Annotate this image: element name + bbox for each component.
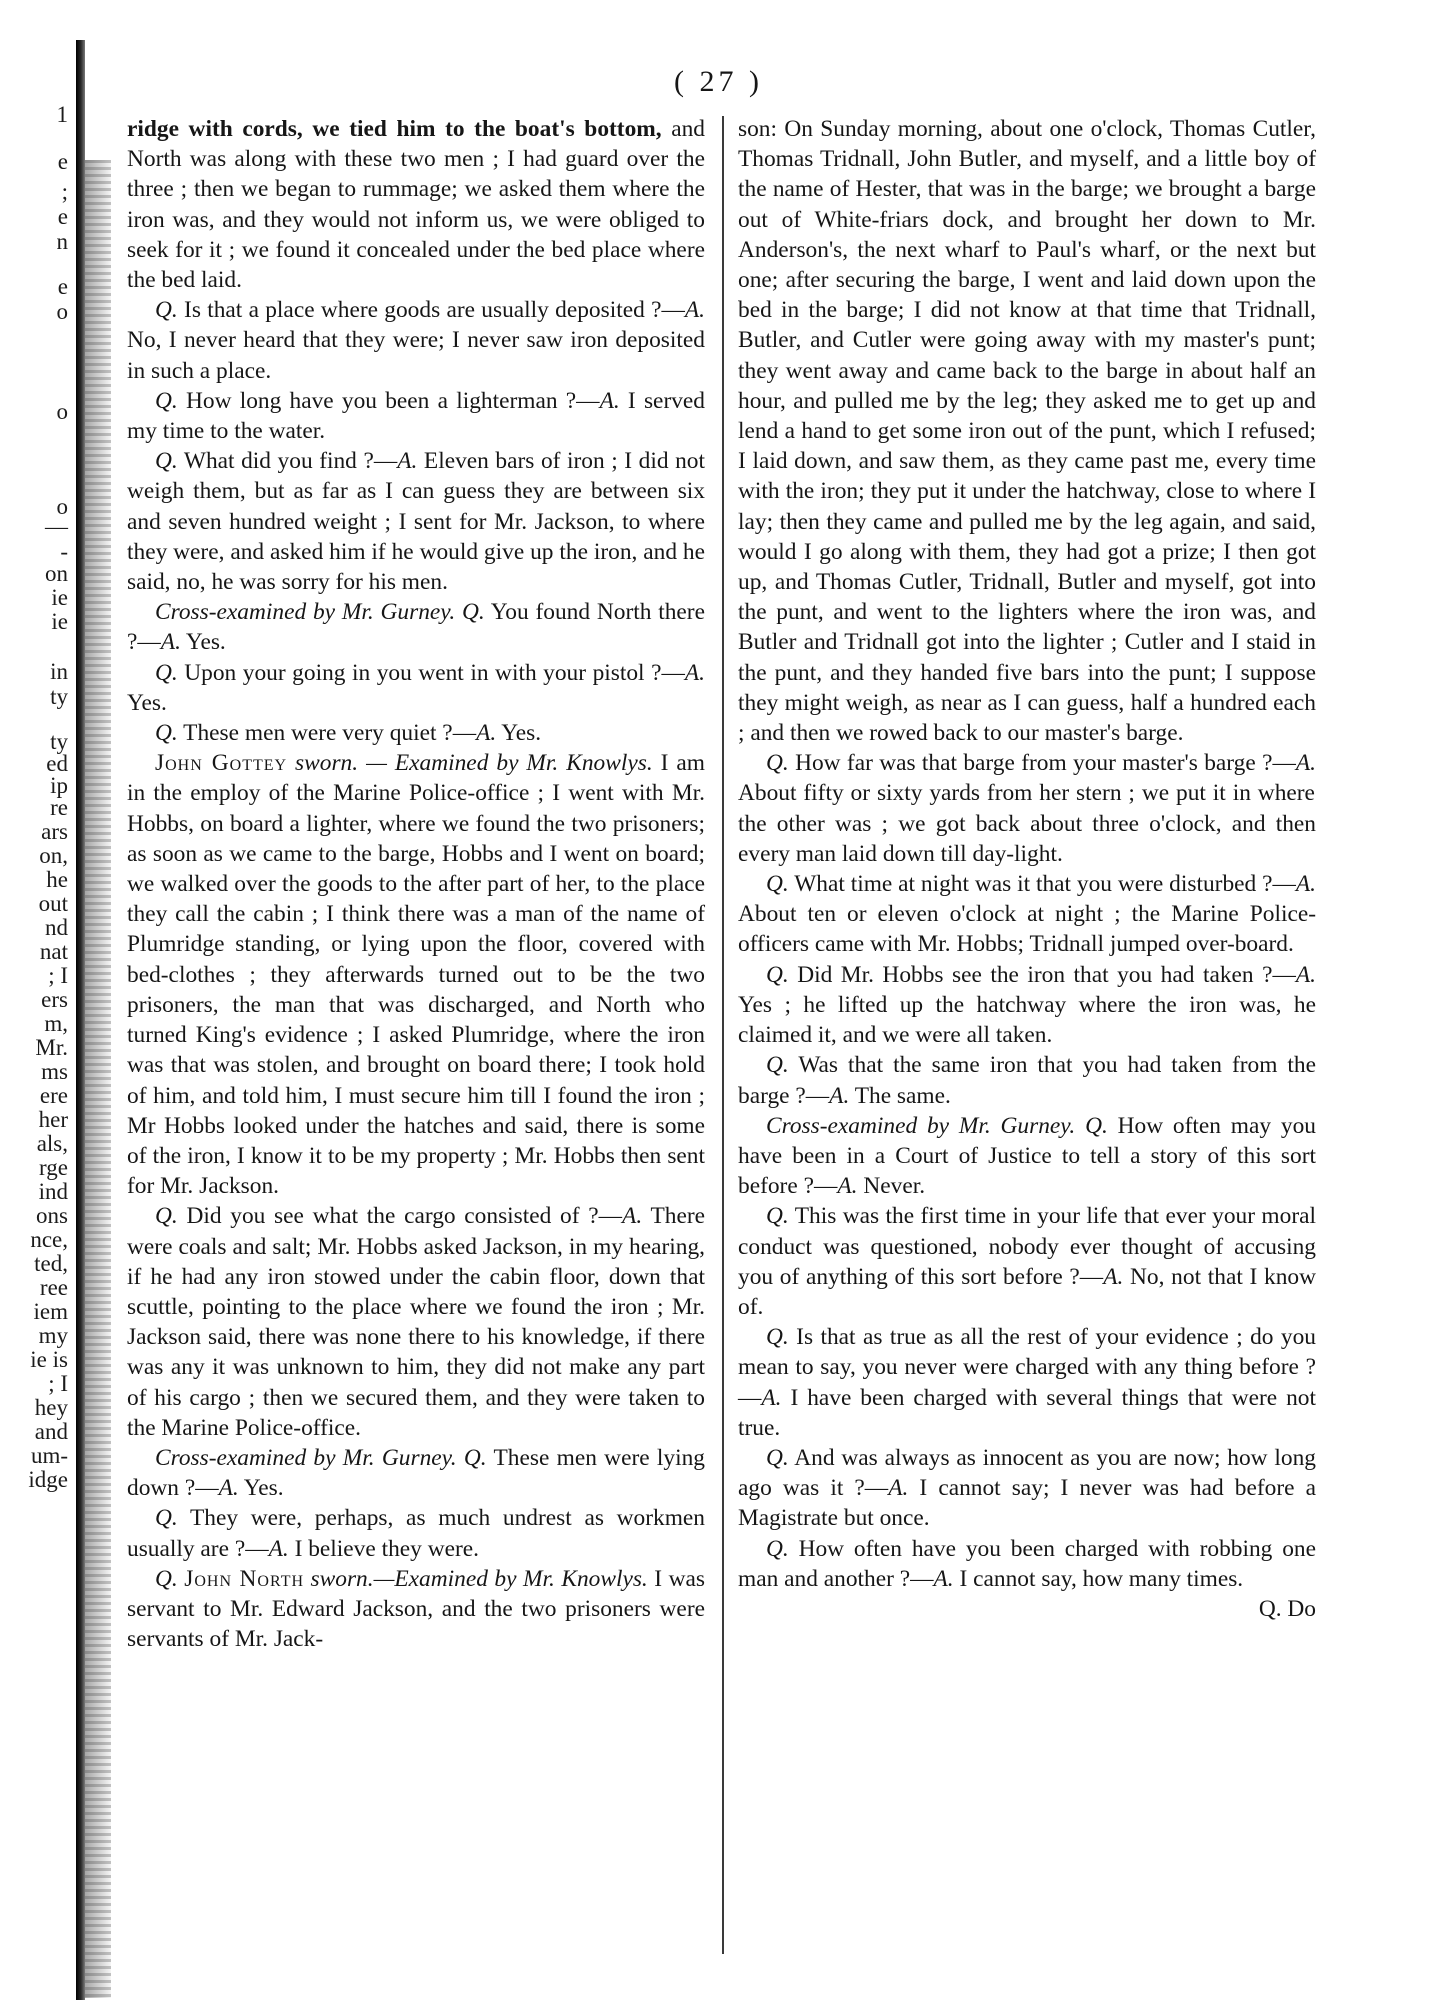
text-run: Yes. <box>238 1475 284 1502</box>
paragraph <box>738 114 1316 748</box>
text-run: son: On Sunday morning, about one o'clock, Thomas Cutler, Thomas Tridnall, John Butler, and myself, and a little boy of the name of Hester, that was in the barge; we brought a barge out of White-friars dock, and brought her down to Mr. Anderson's, the next wharf to Paul's wharf, or the next but one; after securing the barge, I went and laid down upon the bed in the barge; I did not know at that time that Tridnall, Butler, and Cutler were going away with my master's punt; they went away and came back to the barge in about half an hour, and pulled me by the leg; they asked me to get up and lend a hand to get some iron out of the punt, which I refused; I laid down, and saw them, as they came past me, every time with the iron; they put it under the hatchway, close to where I lay; then they came and pulled me by the leg again, and said, would I go along with them, they had got a prize; I then got up, and Thomas Cutler, Tridnall, Butler and myself, got into the punt, and went to the lighters where the iron was, and Butler and Tridnall got into the lighter ; Cutler and I staid in the punt, and they handed five bars into the punt; I suppose they might weigh, as near as I can guess, half a hundred each ; and then we rowed back to our master's barge. <box>738 116 1316 747</box>
margin-fragment: — <box>45 514 68 539</box>
q-a-marker: Q. <box>766 1324 789 1351</box>
q-a-marker: Q. <box>766 1535 789 1562</box>
text-run: Yes. <box>180 629 226 656</box>
margin-fragment: hey <box>34 1395 68 1420</box>
text-run: I have been charged with several things that were not true. <box>738 1384 1316 1441</box>
q-a-marker: A. <box>218 1475 239 1502</box>
book-binding <box>0 0 100 1998</box>
examination-heading: Cross-examined by Mr. Gurney. <box>766 1112 1076 1139</box>
margin-fragment: ere <box>39 1083 68 1108</box>
page-number: ( 27 ) <box>674 65 763 98</box>
q-a-marker: Q. <box>766 871 789 898</box>
margin-fragment: nat <box>39 939 68 964</box>
text-run: How far was that barge from your master's barge ?— <box>788 750 1296 777</box>
q-a-marker: Q. <box>1085 1112 1108 1139</box>
text-run <box>457 1445 464 1471</box>
q-a-marker: Q. <box>766 961 789 988</box>
margin-fragment: m, <box>44 1011 68 1036</box>
margin-fragment: re <box>50 795 68 820</box>
margin-fragment: o <box>56 494 68 519</box>
text-run: I am in the employ of the Marine Police-office ; I went with Mr. Hobbs, on board a lighter, where we found the two prisoners; as soon as we came to the barge, Hobbs and I went on board; we walked over the goods to the after part of her, to the place they call the cabin ; I think there was a man of the name of Plumridge standing, or lying upon the floor, covered with bed-clothes ; they afterwards turned out to be the two prisoners, the man that was discharged, and North who turned King's evidence ; I asked Plumridge, where the iron was that was stolen, and brought on board there; I took hold of him, and told him, I must secure him till I found the iron ; Mr Hobbs looked under the hatches and said, there is some of the iron, I know it to be my property ; Mr. Hobbs then sent for Mr. Jackson. <box>127 750 705 1200</box>
margin-fragment: nd <box>45 915 68 940</box>
spine-shadow <box>76 40 85 2000</box>
text-run: Eleven bars of iron ; I did not weigh them, but as far as I can guess they are between six and seven hundred weight ; I sent for Mr. Jackson, to where they were, and asked him if he would give up the iron, and he said, no, he was sorry for his men. <box>127 448 705 596</box>
q-a-marker: Q. <box>155 720 178 747</box>
margin-fragment: on <box>45 561 68 586</box>
text-run: No, I never heard that they were; I never saw iron deposited in such a place. <box>127 327 705 384</box>
margin-fragment: ty <box>50 729 68 754</box>
text-run: How long have you been a lighterman ?— <box>177 387 600 414</box>
margin-fragment: my <box>38 1323 68 1348</box>
q-a-marker: A. <box>599 387 620 414</box>
text-run: You found North there ?— <box>127 599 705 656</box>
margin-fragment: out <box>38 891 68 916</box>
q-a-marker: A. <box>933 1565 954 1592</box>
q-a-marker: Q. <box>155 448 178 475</box>
paragraph <box>738 869 1316 960</box>
text-run: There were coals and salt; Mr. Hobbs asked Jackson, in my hearing, if he had any iron stowed under the cabin floor, down that scuttle, pointing to the place where we found the iron ; Mr. Jackson said, there was none there to his knowledge, if there was any it was unknown to him, they did not make any part of his cargo ; then we secured them, and they were taken to the Marine Police-office. <box>127 1203 705 1441</box>
margin-fragment: e <box>57 149 68 174</box>
margin-fragment: iem <box>33 1299 68 1324</box>
q-a-marker: A. <box>837 1173 858 1200</box>
text-run: Did you see what the cargo consisted of ?— <box>177 1203 623 1230</box>
paragraph <box>127 597 705 657</box>
margin-fragment: ; I <box>48 963 68 988</box>
text-run: About ten or eleven o'clock at night ; the Marine Police-officers came with Mr. Hobbs; Tridnall jumped over-board. <box>738 901 1316 958</box>
margin-fragment: ms <box>41 1059 68 1084</box>
paragraph <box>127 718 705 748</box>
paragraph <box>127 1564 705 1655</box>
margin-fragment: Mr. <box>35 1035 68 1060</box>
margin-fragment: ind <box>38 1179 68 1204</box>
text-run: What did you find ?— <box>177 448 398 475</box>
text-run: And was always as innocent as you are now; how long ago was it ?— <box>738 1444 1316 1502</box>
text-run: ridge with cords, we tied him to the boat's bottom, <box>127 116 662 142</box>
margin-fragment: ip <box>50 773 68 798</box>
margin-fragment: als, <box>36 1131 68 1156</box>
q-a-marker: A. <box>476 720 497 747</box>
margin-fragment: ers <box>41 987 68 1012</box>
text-run: Yes ; he lifted up the hatchway where the iron was, he claimed it, and we were all taken. <box>738 991 1316 1049</box>
margin-fragment: her <box>38 1107 68 1132</box>
margin-fragment: he <box>46 867 68 892</box>
margin-fragment: idge <box>28 1467 68 1492</box>
q-a-marker: A. <box>888 1475 909 1502</box>
margin-fragment: ie <box>51 609 68 634</box>
q-a-marker: Q. <box>155 297 178 324</box>
text-run <box>1075 1113 1085 1139</box>
q-a-marker: A. <box>397 448 418 475</box>
q-a-marker: A. <box>622 1203 643 1230</box>
q-a-marker: Q. <box>766 750 789 777</box>
examination-heading: Cross-examined by Mr. Gurney. <box>155 599 456 626</box>
q-a-marker: A. <box>268 1535 289 1562</box>
witness-name: John North <box>184 1565 305 1592</box>
paragraph <box>738 748 1316 869</box>
margin-fragment: ; <box>61 179 68 204</box>
q-a-marker: A. <box>160 629 181 656</box>
text-run: I believe they were. <box>288 1535 480 1562</box>
text-run <box>455 599 462 625</box>
examination-heading: sworn.—Examined by Mr. Knowlys. <box>304 1565 648 1592</box>
text-run: Never. <box>857 1173 926 1200</box>
margin-fragment: ons <box>36 1203 68 1228</box>
text-run: These men were very quiet ?— <box>177 720 477 747</box>
margin-fragment: 1 <box>56 102 68 127</box>
text-run: Yes. <box>496 720 542 747</box>
paragraph <box>127 114 705 295</box>
text-run: How often have you been charged with robbing one man and another ?— <box>738 1535 1316 1592</box>
margin-fragment: ed <box>46 751 68 776</box>
margin-fragment: ty <box>50 684 68 709</box>
text-run: Yes. <box>127 689 167 716</box>
paragraph <box>127 1201 705 1443</box>
q-a-marker: Q. <box>463 1444 487 1471</box>
witness-name: John Gottey <box>155 750 288 777</box>
margin-fragment: n <box>56 229 68 254</box>
margin-fragment: um- <box>30 1443 68 1468</box>
text-run: About fifty or sixty yards from her stern ; we put it in where the other was ; we got back about three o'clock, and then every man laid down till day-light. <box>738 780 1316 867</box>
margin-fragment: ie <box>51 585 68 610</box>
q-a-marker: Q. <box>155 1505 178 1532</box>
q-a-marker: Q. <box>462 599 485 626</box>
text-run: How often may you have been in a Court of Justice to tell a story of this sort before ?— <box>738 1112 1316 1200</box>
text-run: I served my time to the water. <box>127 387 706 445</box>
paragraph <box>127 748 705 1201</box>
q-a-marker: Q. <box>155 387 178 414</box>
margin-fragment: ree <box>39 1275 68 1300</box>
q-a-marker: A. <box>1295 961 1316 988</box>
paragraph <box>738 1111 1316 1202</box>
left-column <box>127 114 705 1654</box>
text-run: and North was along with these two men ; I had guard over the three ; then we began to rummage; we asked them where the iron was, and they would not inform us, we were obliged to seek for it ; we found it concealed under the bed place where the bed laid. <box>127 116 705 294</box>
paragraph <box>127 1503 705 1563</box>
margin-fragment: ars <box>41 819 68 844</box>
margin-fragment: rge <box>39 1155 68 1180</box>
text-run: What time at night was it that you were disturbed ?— <box>788 871 1296 898</box>
paragraph <box>738 1201 1316 1322</box>
text-run: I cannot say, how many times. <box>953 1565 1244 1592</box>
column-rule <box>722 116 724 1954</box>
text-run: I was servant to Mr. Edward Jackson, and the two prisoners were servants of Mr. Jack- <box>127 1565 705 1653</box>
text-run: They were, perhaps, as much undrest as workmen usually are ?— <box>127 1505 705 1562</box>
examination-heading: Cross-examined by Mr. Gurney. <box>155 1444 457 1471</box>
q-a-marker: A. <box>1295 750 1316 777</box>
right-column <box>738 114 1316 1624</box>
q-a-marker: Q. <box>155 1203 178 1230</box>
text-run: Did Mr. Hobbs see the iron that you had taken ?— <box>788 961 1296 988</box>
margin-fragment: on, <box>39 843 68 868</box>
q-a-marker: A. <box>1103 1263 1124 1290</box>
paragraph <box>738 960 1316 1051</box>
q-a-marker: Q. <box>766 1052 789 1079</box>
text-run: Upon your going in you went in with your pistol ?— <box>177 659 685 686</box>
paragraph <box>127 386 705 446</box>
gutter-shadow <box>85 160 111 1998</box>
q-a-marker: Q. <box>766 1203 789 1230</box>
paragraph <box>738 1050 1316 1110</box>
paragraph <box>738 1443 1316 1534</box>
facing-page-fragments <box>0 0 68 1998</box>
margin-fragment: ; I <box>48 1371 68 1396</box>
text-run: I cannot say; I never was had before a Magistrate but once. <box>738 1475 1316 1532</box>
q-a-marker: A. <box>1295 871 1316 898</box>
margin-fragment: nce, <box>30 1227 68 1252</box>
margin-fragment: o <box>56 299 68 324</box>
text-run: This was the first time in your life that ever your moral conduct was questioned, nobody ever thought of accusing you of anything of this sort before ?— <box>738 1203 1316 1290</box>
text-run: Is that as true as all the rest of your evidence ; do you mean to say, you never were charged with any thing before ?— <box>738 1324 1316 1411</box>
catchword: Q. Do <box>1258 1595 1316 1622</box>
margin-fragment: - <box>60 539 68 564</box>
paragraph <box>127 295 705 386</box>
q-a-marker: Q. <box>155 1565 178 1592</box>
text-run: The same. <box>849 1082 951 1109</box>
q-a-marker: A. <box>829 1082 850 1109</box>
q-a-marker: A. <box>684 297 705 324</box>
margin-fragment: in <box>50 659 68 684</box>
examination-heading: sworn. — Examined by Mr. Knowlys. <box>287 750 653 777</box>
q-a-marker: A. <box>684 659 705 686</box>
text-run: Was that the same iron that you had taken from the barge ?— <box>738 1052 1316 1109</box>
margin-fragment: e <box>57 274 68 299</box>
text-run: These men were lying down ?— <box>127 1444 705 1502</box>
margin-fragment: e <box>57 204 68 229</box>
paragraph <box>738 1322 1316 1443</box>
q-a-marker: Q. <box>155 659 178 686</box>
margin-fragment: ie is <box>30 1347 68 1372</box>
text-run: Is that a place where goods are usually deposited ?— <box>177 297 685 324</box>
margin-fragment: o <box>56 399 68 424</box>
paragraph <box>738 1534 1316 1622</box>
margin-fragment: ted, <box>34 1251 68 1276</box>
paragraph <box>127 446 705 597</box>
margin-fragment: and <box>34 1419 68 1444</box>
q-a-marker: Q. <box>766 1444 789 1471</box>
q-a-marker: A. <box>761 1384 782 1411</box>
text-run: No, not that I know of. <box>738 1263 1317 1320</box>
paragraph <box>127 1443 705 1503</box>
paragraph <box>127 658 705 718</box>
